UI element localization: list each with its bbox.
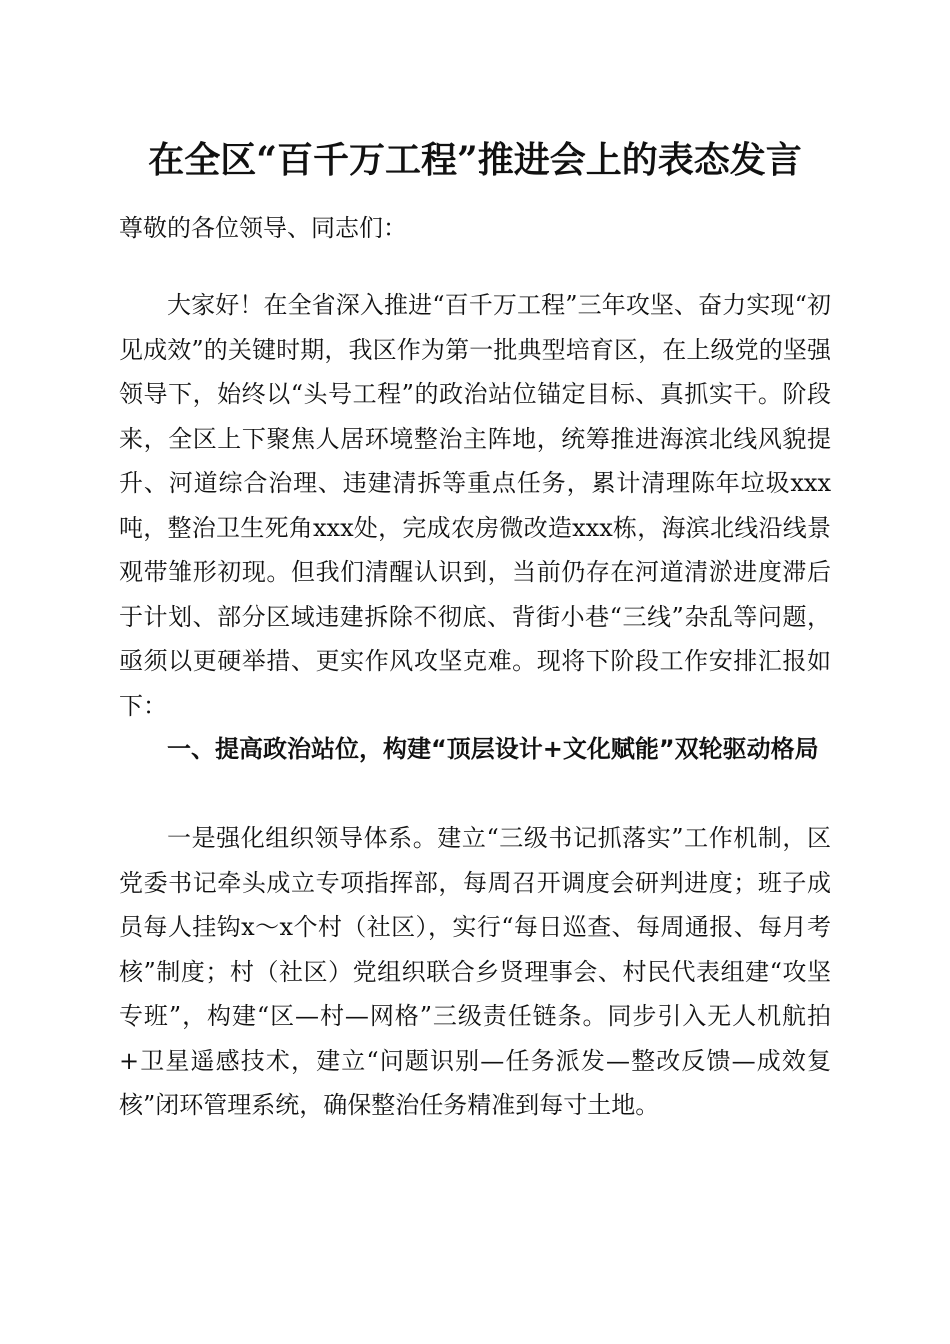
- section-heading-1: 一、提高政治站位，构建“顶层设计+文化赋能”双轮驱动格局: [167, 735, 819, 763]
- paragraph-organization: 一是强化组织领导体系。建立“三级书记抓落实”工作机制，区党委书记牵头成立专项指挥部，每周召开调度会研判进度；班子成员每人挂钩x～x个村（社区），实行“每日巡查、每周通报、每月考核”制度；村（社区）党组织联合乡贤理事会、村民代表组建“攻坚专班”，构建“区—村—网格”三级责任链条。同步引入无人机航拍+卫星遥感技术，建立“问题识别—任务派发—整改反馈—成效复核”闭环管理系统，确保整治任务精准到每寸土地。: [119, 824, 831, 1119]
- document-title: 在全区“百千万工程”推进会上的表态发言: [148, 139, 802, 181]
- salutation: 尊敬的各位领导、同志们：: [119, 214, 407, 242]
- paragraph-intro: 大家好！在全省深入推进“百千万工程”三年攻坚、奋力实现“初见成效”的关键时期，我区作为第一批典型培育区，在上级党的坚强领导下，始终以“头号工程”的政治站位锚定目标、真抓实干。阶段来，全区上下聚焦人居环境整治主阵地，统筹推进海滨北线风貌提升、河道综合治理、违建清拆等重点任务，累计清理陈年垃圾xxx吨，整治卫生死角xxx处，完成农房微改造xxx栋，海滨北线沿线景观带雏形初现。但我们清醒认识到，当前仍存在河道清淤进度滞后于计划、部分区域违建拆除不彻底、背街小巷“三线”杂乱等问题，亟须以更硬举措、更实作风攻坚克难。现将下阶段工作安排汇报如下：: [119, 291, 831, 720]
